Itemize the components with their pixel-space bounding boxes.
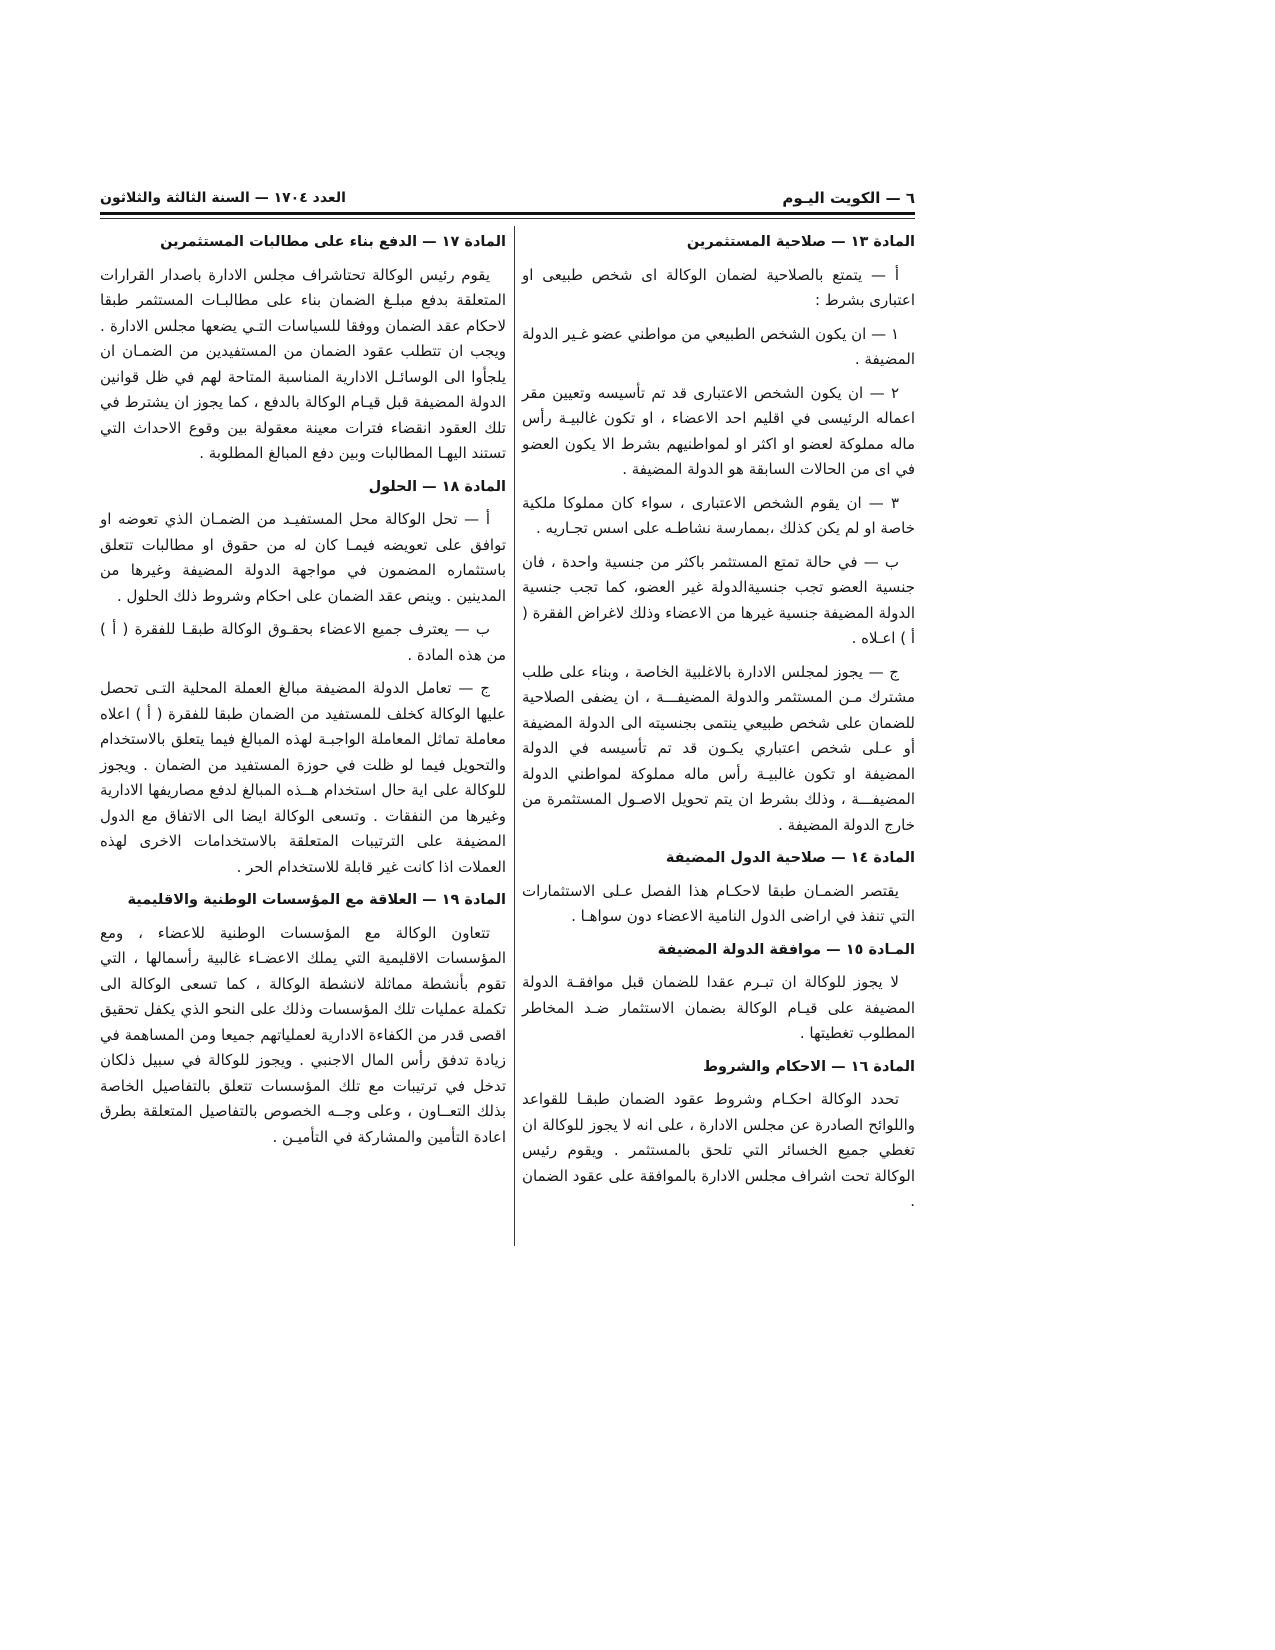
article-paragraph: تتعاون الوكالة مع المؤسسات الوطنية للاعضاء ، ومع المؤسسات الاقليمية التي يملك الاعضـاء غالبية رأسمالها ، التي تقوم بأنشطة مماثلة لانشطة الوكالة ، كما تسعى الوكالة الى تكملة عمليات تلك المؤسسات وذلك على النحو الذي يكفل تحقيق اقصى قدر من الكفاءة الادارية لعملياتهم جميعا ومن المساهمة في زيادة تدفق رأس المال الاجنبي . ويجوز للوكالة في سبيل ذلكان تدخل في ترتيبات مع تلك المؤسسات تتعلق بالتفاصيل الخاصة بذلك التعــاون ، وعلى وجــه الخصوص بالتفاصيل المتعلقة بطرق اعادة التأمين والمشاركة في التأميـن . (100, 923, 506, 1146)
article-paragraph: ب — يعترف جميع الاعضاء بحقـوق الوكالة طبقـا للفقرة ( أ ) من هذه المادة . (100, 620, 506, 664)
article-heading: المادة ١٩ — العلاقة مع المؤسسات الوطنية والاقليمية (127, 892, 506, 908)
article-paragraph: ٣ — ان يقوم الشخص الاعتبارى ، سواء كان مملوكا ملكية خاصة او لم يكن كذلك ،بممارسة نشاطـه على اسس تجـاريه . (522, 493, 915, 537)
article-14 (522, 846, 915, 930)
article-heading: المـادة ١٥ — موافقة الدولة المضيفة (657, 941, 915, 958)
column-divider (514, 226, 515, 1246)
article-paragraph: أ — يتمتع بالصلاحية لضمان الوكالة اى شخص طبيعى او اعتبارى بشرط : (522, 265, 915, 309)
page-header (100, 186, 915, 210)
article-paragraph: يقوم رئيس الوكالة تحتاشراف مجلس الادارة باصدار القرارات المتعلقة بدفع مبلـغ الضمان بناء على مطالبـات المستثمر طبقا لاحكام عقد الضمان ووفقا للسياسات التـي يضعها مجلس الادارة . ويجب ان تتطلب عقود الضمان من المستفيدين من الضمـان ان يلجأوا الى الوسائـل الادارية المناسبة المتاحة لهم في ظل قوانين الدولة المضيفة قبل قيـام الوكالة بالدفع ، كما يجوز ان يشترط في تلك العقود انقضاء فترات معينة معقولة بين وقوع الاحداث التي تستند اليهـا المطالبات وبين دفع المبالغ المطلوبة . (100, 265, 506, 462)
article-heading: المادة ١٣ — صلاحية المستثمرين (686, 234, 915, 250)
header-page-title: ٦ — الكويت اليـوم (782, 189, 915, 207)
article-paragraph: ١ — ان يكون الشخص الطبيعي من مواطني عضو غـير الدولة المضيفة . (522, 324, 915, 368)
article-16 (522, 1055, 915, 1215)
article-paragraph: تحدد الوكالة احكـام وشروط عقود الضمان طبقـا للقواعد واللوائح الصادرة عن مجلس الادارة ، على انه لا يجوز للوكالة ان تغطي جميع الخسائر التي تلحق بالمستثمر . ويقوم رئيس الوكالة تحت اشراف مجلس الادارة بالموافقة على عقود الضمان . (522, 1090, 915, 1210)
article-paragraph: ٢ — ان يكون الشخص الاعتبارى قد تم تأسيسه وتعيين مقر اعماله الرئيسى في اقليم احد الاعضاء ، او تكون غالبيـة رأس ماله مملوكة لعضو او اكثر او لمواطنيهم بشرط الا يكون العضو في اى من الحالات السابقة هو الدولة المضيفة . (522, 383, 915, 478)
article-paragraph: لا يجوز للوكالة ان تبـرم عقدا للضمان قبل موافقـة الدولة المضيفة على قيـام الوكالة بضمان الاستثمار ضـد المخاطر المطلوب تغطيتها . (522, 973, 915, 1042)
article-paragraph: ج — يجوز لمجلس الادارة بالاغلبية الخاصة ، وبناء على طلب مشترك مـن المستثمر والدولة المضيفـــة ، ان يضفى الصلاحية للضمان على شخص طبيعي ينتمى بجنسيته الى الدولة المضيفة أو عـلى شخص اعتباري يكـون قد تم تأسيسه في الدولة المضيفة او تكون غالبيـة رأس ماله مملوكة لمواطني الدولة المضيفـــة ، وذلك بشرط ان يتم تحويل الاصـول المستثمرة من خارج الدولة المضيفة . (522, 662, 915, 834)
header-rule-thin (100, 218, 915, 219)
article-heading: المادة ١٦ — الاحكام والشروط (703, 1058, 915, 1075)
article-paragraph: أ — تحل الوكالة محل المستفيـد من الضمـان الذي تعوضه او توافق على تعويضه فيمـا كان له من حقوق او مطالبات تتعلق باستثماره المضمون في مواجهة الدولة المضيفة وغيرها من المدينين . وينص عقد الضمان على احكام وشروط ذلك الحلول . (100, 510, 506, 605)
article-19 (100, 888, 506, 1150)
column-left (100, 230, 506, 1158)
header-issue-info: العدد ١٧٠٤ — السنة الثالثة والثلاثون (100, 190, 346, 206)
article-15 (522, 938, 915, 1047)
article-18 (100, 475, 506, 881)
article-17 (100, 230, 506, 467)
article-paragraph: ج — تعامل الدولة المضيفة مبالغ العملة المحلية التـى تحصل عليها الوكالة كخلف للمستفيد من الضمان طبقا للفقرة ( أ ) اعلاه معاملة تماثل المعاملة الواجبـة لهذه المبالغ فيما يتعلق بالاستخدام والتحويل فيما لو ظلت في حوزة المستفيد من الضمان . ويجوز للوكالة على اية حال استخدام هــذه المبالغ لدفع مصاريفها الادارية وغيرها من النفقات . وتسعى الوكالة ايضا الى الاتفاق مع الدول المضيفة على الترتيبات المتعلقة بالاستخدامات الاخرى لهذه العملات اذا كانت غير قابلة للاستخدام الحر . (100, 679, 506, 876)
header-rule-thick (100, 212, 915, 215)
article-heading: المادة ١٤ — صلاحية الدول المضيفة (665, 850, 915, 866)
article-13 (522, 230, 915, 838)
article-paragraph: ب — في حالة تمتع المستثمر باكثر من جنسية واحدة ، فان جنسية العضو تجب جنسيةالدولة غير العضو، كما تجب جنسية الدولة المضيفة جنسية غيرها من الاعضاء وذلك لاغراض الفقرة ( أ ) اعـلاه . (522, 552, 915, 647)
article-heading: المادة ١٨ — الحلول (368, 478, 506, 495)
article-paragraph: يقتصر الضمـان طبقا لاحكـام هذا الفصل عـلى الاستثمارات التي تنفذ في اراضى الدول النامية الاعضاء دون سواهـا . (522, 881, 915, 925)
column-right (522, 230, 915, 1223)
article-heading: المادة ١٧ — الدفع بناء على مطالبات المستثمرين (160, 234, 506, 250)
